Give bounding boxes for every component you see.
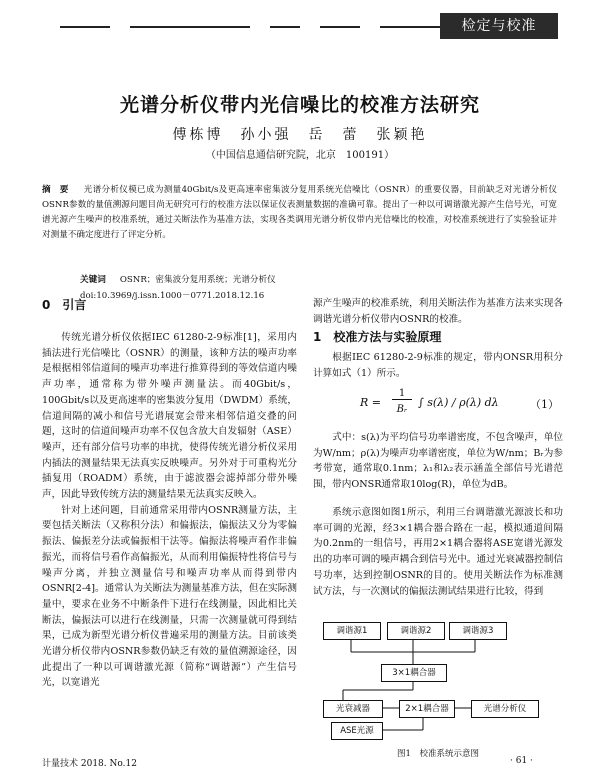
- intro-paragraph-1: 传统光谱分析仪依据IEC 61280-2-9标准[1]，采用内插法进行光信噪比（OSNR）的测量，该种方法的噪声功率是根据相邻信道间的噪声功率进行推算得到的等效信道内噪声功率，通常称为带外噪声测量法。而40Gbit/s，100Gbit/s以及更高速率的密集波分复用（DWDM）系统，信道间隔的减小和信号光谱展宽会带来相邻信道交叠的问题，这时的信道间噪声功率不仅包含放大自发辐射（ASE）噪声，还有部分信号功率的串扰，使得传统光谱分析仪采用内插法的测量结果无法真实反映噪声。另外对于可重构光分插复用（ROADM）系统，由于滤波器会滤掉部分带外噪声，因此导致传统方法的测量结果无法真实反映入。: [42, 332, 297, 501]
- method-heading: 1 校准方法与实验原理: [313, 330, 442, 344]
- formula-frac-top: 1: [392, 388, 412, 400]
- abstract-label: 摘 要: [42, 185, 69, 195]
- box-tunable-source-2: 调谐源2: [387, 622, 445, 640]
- box-spectrum-analyzer: 光谱分析仪: [471, 700, 539, 718]
- abstract-text: 光谱分析仪模已成为测量40Gbit/s及更高速率密集波分复用系统光信噪比（OSNR）的重要仪器，目前缺乏对光谱分析仪OSNR参数的量值溯源问题目尚无研究可行的校准方法以保证仪表测量数据的准确可靠。提出了一种以可调谐激光源产生信号光，可宽谱光源产生噪声的校准系统，通过关断法作为基准方法，实现各类调用光谱分析仪带内光信噪比的校准，对校准系统进行了实验验证并对测量不确定度进行了评定分析。: [42, 185, 558, 240]
- box-coupler-2x1: 2×1耦合器: [399, 700, 455, 718]
- figure-caption: 图1 校准系统示意图: [397, 749, 479, 759]
- page-number: · 61 ·: [510, 756, 533, 766]
- method-paragraph-3: 系统示意图如图1所示，利用三台调谐激光源波长和功率可调的光源，经3×1耦合器合路在一起，模拟通道间隔为0.2nm的一组信号，再用2×1耦合器将ASE宽谱光源发出的功率可调的噪声耦合到信号光中。通过光衰减器控制信号功率，达到控制OSNR的目的。使用关断法作为标准测试方法，与一次测试的偏振法测试结果进行比较，得到: [313, 507, 563, 597]
- abstract: [42, 183, 557, 243]
- formula-integral: ∫ s(λ) / ρ(λ) dλ: [418, 396, 499, 409]
- paper-title: 光谱分析仪带内光信噪比的校准方法研究: [119, 94, 480, 116]
- figure-1: [323, 620, 563, 740]
- box-coupler-3x1: 3×1耦合器: [381, 664, 447, 682]
- left-column: [42, 330, 297, 691]
- intro-paragraph-2: 针对上述问题，目前通常采用带内OSNR测量方法，主要包括关断法（又称积分法）和偏振法，偏振法又分为零偏振法、偏振差分法或偏振相干法等。偏振法将噪声看作非偏振光，而将信号看作高偏振光，从而利用偏振特性将信号与噪声分离，并独立测量信号和噪声功率从而得到带内OSNR[2-4]。通常认为关断法为测量基准方法，但在实际测量中，要求在业务不中断条件下进行在线测量，因此相比关断法，偏振法可以进行在线测量，只需一次测量就可得到结果，已成为新型光谱分析仪普遍采用的测量方法。目前该类光谱分析仪带内OSNR参数仍缺乏有效的量值溯源途径，因此提出了一种以可调谐激光源（简称“调谐源”）产生信号光，以宽谱光: [42, 504, 297, 689]
- box-tunable-source-3: 调谐源3: [449, 622, 507, 640]
- journal-footer: 计量技术 2018. No.12: [42, 759, 137, 769]
- header-rule: [60, 26, 460, 32]
- right-column-lead: 源产生噪声的校准系统，利用关断法作为基准方法来实现各调谐光谱分析仪带内OSNR的校准。: [313, 298, 563, 325]
- method-paragraph-1: 根据IEC 61280-2-9标准的规定，带内ONSR用积分计算如式（1）所示。: [313, 352, 563, 379]
- paper-authors: 傅栋博 孙小强 岳 蕾 张颖艳: [172, 127, 428, 143]
- section-tag: 检定与校准: [440, 13, 558, 39]
- doi: doi:10.3969/j.issn.1000－0771.2018.12.16: [80, 291, 265, 301]
- equation-1: [340, 386, 560, 426]
- keywords-text: OSNR；密集波分复用系统；光谱分析仪: [119, 275, 276, 285]
- method-paragraph-2: 式中：s(λ)为平均信号功率谱密度，不包含噪声，单位为W/nm；ρ(λ)为噪声功率谱密度，单位为W/nm；Bᵣ为参考带宽，通常取0.1nm；λ₁和λ₂表示涵盖全部信号光谱范围，带内ONSR通常取10log(R)，单位为dB。: [313, 432, 563, 491]
- intro-heading: 0 引言: [42, 298, 87, 312]
- formula-frac-bottom: Bᵣ: [396, 404, 408, 415]
- box-tunable-source-1: 调谐源1: [323, 622, 381, 640]
- box-attenuator: 光衰减器: [323, 700, 383, 718]
- formula-number: （1）: [530, 398, 559, 411]
- formula-lhs: R =: [360, 396, 381, 409]
- keywords-label: 关键词: [80, 275, 106, 285]
- box-ase-source: ASE光源: [331, 722, 383, 740]
- keywords: [80, 273, 276, 285]
- paper-affiliation: （中国信息通信研究院，北京 100191）: [205, 150, 395, 161]
